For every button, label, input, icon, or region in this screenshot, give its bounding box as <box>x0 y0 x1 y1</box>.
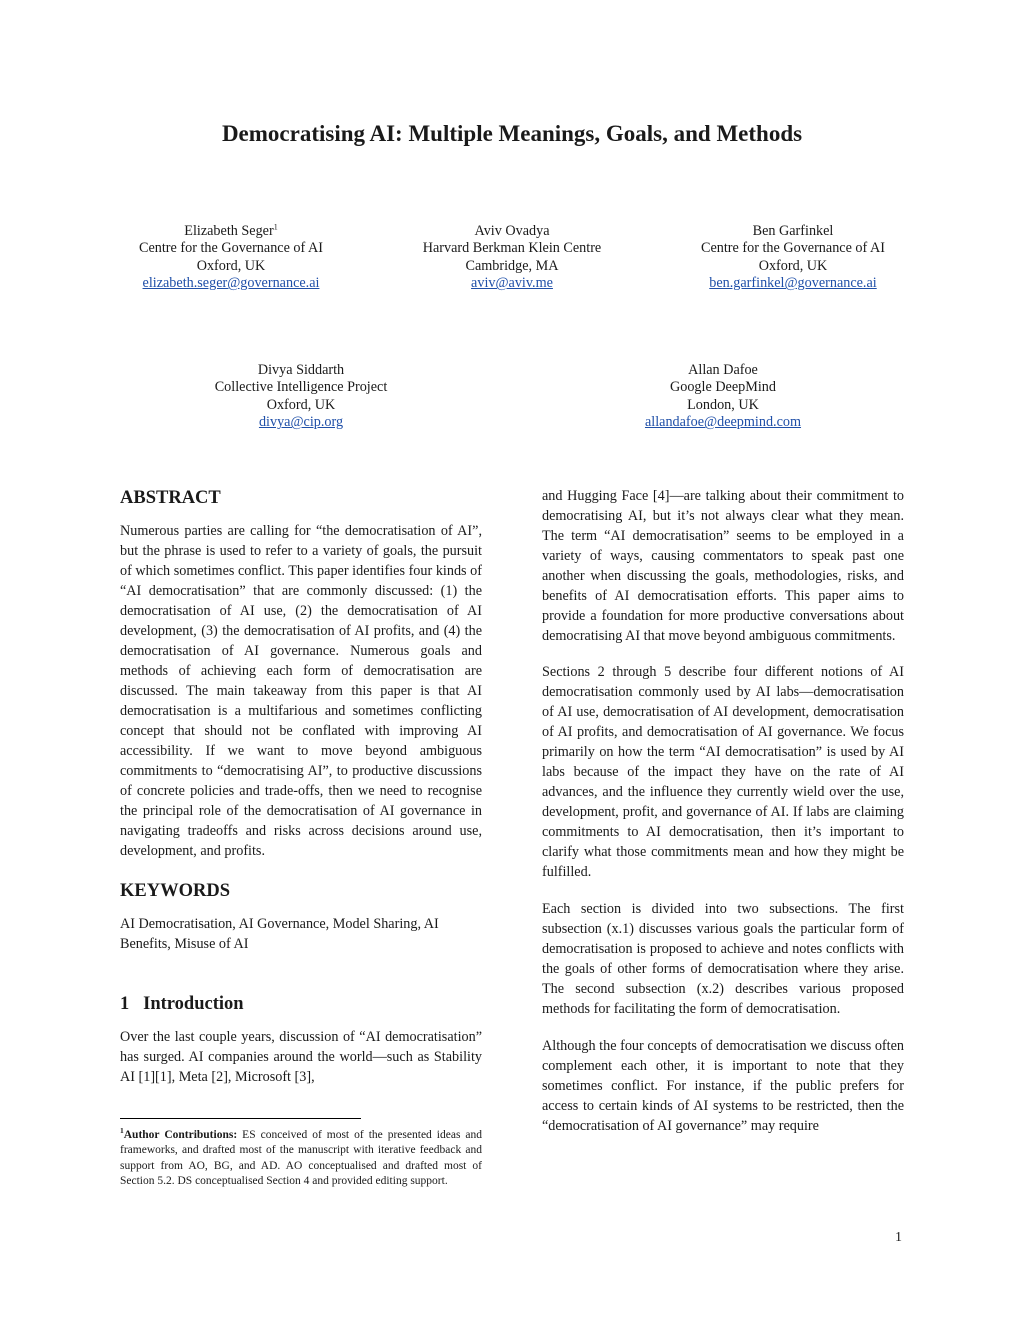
author-email-link[interactable]: elizabeth.seger@governance.ai <box>142 275 320 292</box>
author-location: Oxford, UK <box>758 257 828 274</box>
author-location: Oxford, UK <box>266 396 336 413</box>
keywords-text: AI Democratisation, AI Governance, Model Sharing, AI Benefits, Misuse of AI <box>120 916 439 952</box>
author-affiliation: Centre for the Governance of AI <box>139 240 323 257</box>
intro-paragraph-1: Over the last couple years, discussion of “AI democratisation” has surged. AI companies around the world—such as Stability AI [1][1], Meta [2], Microsoft [3], <box>120 1029 482 1085</box>
author-location: London, UK <box>687 396 759 413</box>
footnote-marker: 1 <box>120 1126 124 1136</box>
section-number: 1 <box>120 994 130 1014</box>
author-block <box>401 223 623 293</box>
intro-paragraph-2: Sections 2 through 5 describe four different notions of AI democratisation commonly used by AI labs—democratisation of AI use, democratisation of AI development, democratisation of AI profits, and democratisation of AI governance. We focus primarily on how the term “AI democratisation” is used by AI labs because of the impact they have on the rate of AI advances, and the influence they currently wield over the use, development, profit, and governance of AI. If labs are claiming commitments to AI democratisation, then it’s important to clarify what those commitments mean and how they might be fulfilled. <box>542 664 904 880</box>
author-affiliation: Centre for the Governance of AI <box>701 240 885 257</box>
footnote-marker: 1 <box>273 222 278 232</box>
author-name: Elizabeth Seger <box>184 223 274 239</box>
author-block <box>612 362 834 432</box>
author-email-link[interactable]: ben.garfinkel@governance.ai <box>709 275 877 292</box>
author-name: Allan Dafoe <box>688 362 758 378</box>
abstract-text: Numerous parties are calling for “the democratisation of AI”, but the phrase is used to refer to a variety of goals, the pursuit of which sometimes conflict. This paper identifies four kinds of “AI democratisation” that are commonly discussed: (1) the democratisation of AI use, (2) the democratisation of AI development, (3) the democratisation of AI profits, and (4) the democratisation of AI governance. Numerous goals and methods of achieving each form of democratisation are discussed. The main takeaway from this paper is that AI democratisation is a multifarious and sometimes conflicting concept that should not be conflated with improving AI accessibility. If we want to move beyond ambiguous commitments to “democratising AI”, to productive discussions of concrete policies and trade-offs, then we need to recognise the principal role of the democratisation of AI governance in navigating tradeoffs and risks across decisions around use, development, and profits. <box>120 523 482 859</box>
paper-title: Democratising AI: Multiple Meanings, Goals, and Methods <box>221 121 803 146</box>
author-block <box>190 362 412 432</box>
author-location: Oxford, UK <box>196 257 266 274</box>
section-heading-introduction <box>120 993 482 1015</box>
author-location: Cambridge, MA <box>465 257 559 274</box>
section-title: Introduction <box>143 994 244 1014</box>
author-email-link[interactable]: aviv@aviv.me <box>471 275 553 292</box>
author-affiliation: Google DeepMind <box>670 379 776 396</box>
author-name: Divya Siddarth <box>257 362 345 378</box>
author-name: Ben Garfinkel <box>752 223 834 239</box>
intro-paragraph-4: Although the four concepts of democratisation we discuss often complement each other, it is important to note that they sometimes conflict. For instance, if the public prefers for access to certain kinds of AI systems to be restricted, then the “democratisation of AI governance” may require <box>542 1038 904 1134</box>
author-name: Aviv Ovadya <box>474 223 550 239</box>
author-block <box>682 223 904 293</box>
author-block <box>120 223 342 293</box>
intro-paragraph-1-cont: and Hugging Face [4]—are talking about their commitment to democratising AI, but it’s not always clear what they mean. The term “AI democratisation” seems to be employed in a variety of ways, causing commentators to speak past one another when discussing the goals, methodologies, risks, and benefits of AI democratisation efforts. This paper aims to provide a foundation for more productive conversations about democratising AI that move beyond ambiguous commitments. <box>542 488 904 644</box>
author-affiliation: Harvard Berkman Klein Centre <box>422 240 602 257</box>
footnote-text: ES conceived of most of the presented ideas and frameworks, and drafted most of the manuscript with iterative feedback and support from AO, BG, and AD. AO conceptualised and drafted most of Section 5.2. DS conceptualised Section 4 and provided editing support. <box>120 1129 483 1188</box>
abstract-heading: ABSTRACT <box>120 488 221 508</box>
footnote <box>120 1128 482 1190</box>
footnote-label: Author Contributions: <box>123 1129 238 1141</box>
author-email-link[interactable]: allandafoe@deepmind.com <box>644 414 802 431</box>
keywords-heading: KEYWORDS <box>120 881 230 901</box>
footnote-divider <box>120 1118 361 1119</box>
author-email-link[interactable]: divya@cip.org <box>258 414 344 431</box>
author-affiliation: Collective Intelligence Project <box>214 379 388 396</box>
right-column <box>542 486 904 1136</box>
left-column <box>120 487 482 1087</box>
page-number: 1 <box>895 1230 902 1245</box>
intro-paragraph-3: Each section is divided into two subsections. The first subsection (x.1) discusses various goals the particular form of democratisation is proposed to achieve and notes conflicts with the goals of other forms of democratisation where they arise. The second subsection (x.2) describes various proposed methods for facilitating the form of democratisation. <box>542 901 904 1017</box>
